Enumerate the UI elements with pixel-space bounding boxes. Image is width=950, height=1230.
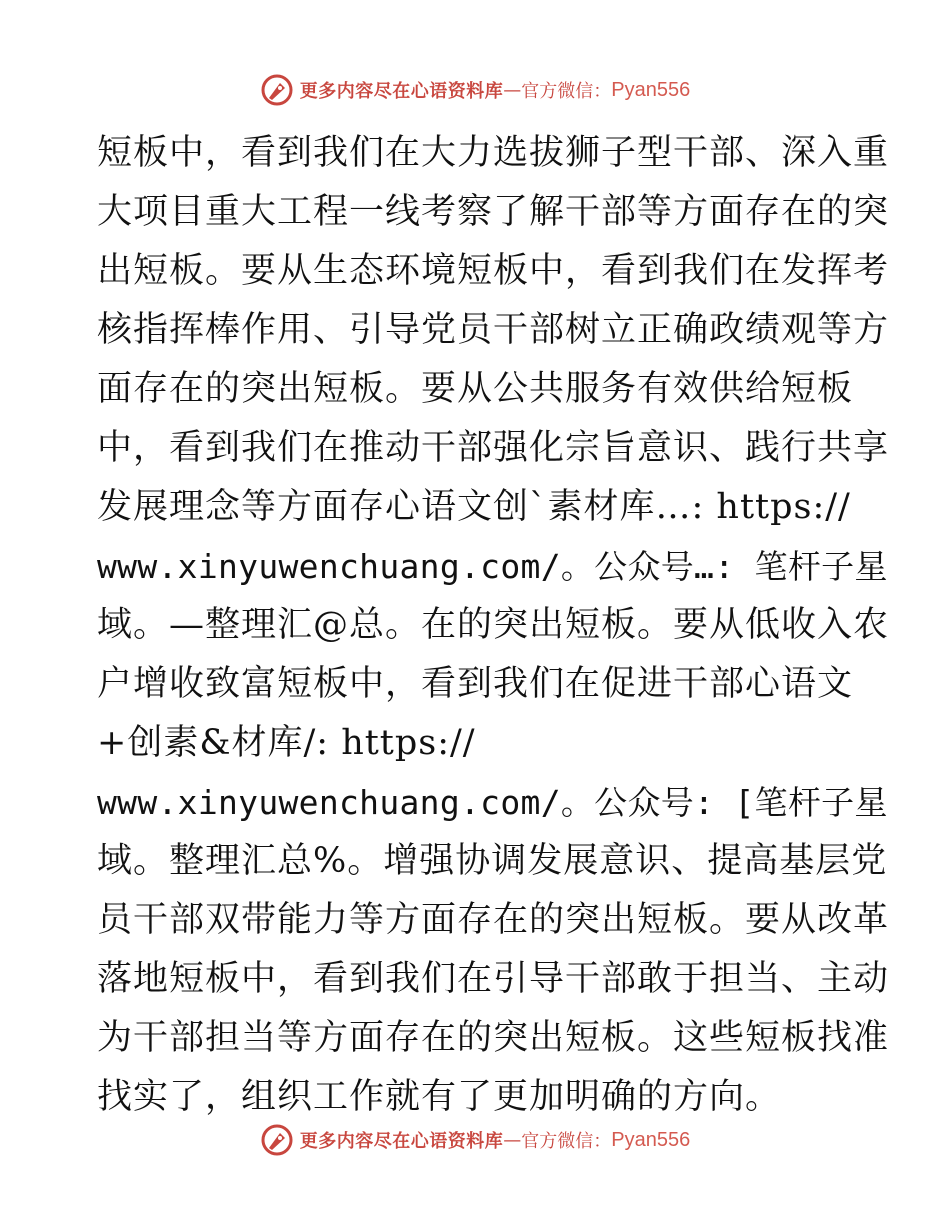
- banner-main-text: 更多内容尽在心语资料库: [299, 1131, 504, 1152]
- document-body: [97, 124, 890, 1127]
- banner-main-text: 更多内容尽在心语资料库: [299, 81, 504, 102]
- body-line: 找实了，组织工作就有了更加明确的方向。: [97, 1077, 782, 1117]
- body-line: +创素&材库/: https://: [97, 723, 476, 763]
- body-line: 短板中，看到我们在大力选拔狮子型干部、深入重: [97, 133, 890, 173]
- banner-wechat-label: 官方微信：: [521, 1131, 612, 1152]
- body-line: 大项目重大工程一线考察了解干部等方面存在的突: [97, 192, 890, 232]
- body-line: 落地短板中，看到我们在引导干部敢于担当、主动: [97, 959, 890, 999]
- body-line: 出短板。要从生态环境短板中，看到我们在发挥考: [97, 251, 890, 291]
- footer-banner: [0, 1120, 950, 1160]
- body-line: 中，看到我们在推动干部强化宗旨意识、践行共享: [97, 428, 890, 468]
- body-line-url: www.xinyuwenchuang.com/。公众号…: 笔杆子星: [97, 547, 888, 586]
- banner-wechat-label: 官方微信：: [521, 81, 612, 102]
- banner-wechat-id: Pyan556: [611, 78, 691, 101]
- body-line: 面存在的突出短板。要从公共服务有效供给短板: [97, 369, 854, 409]
- banner-separator: —: [503, 1129, 522, 1151]
- body-line: 发展理念等方面存心语文创`素材库…: https://: [97, 487, 851, 527]
- body-line: 域。—整理汇@总。在的突出短板。要从低收入农: [97, 605, 890, 645]
- pen-nib-logo-icon: [260, 73, 294, 107]
- banner-separator: —: [503, 79, 522, 101]
- pen-nib-logo-icon: [260, 1123, 294, 1157]
- body-line: 员干部双带能力等方面存在的突出短板。要从改革: [97, 900, 890, 940]
- body-line: 户增收致富短板中，看到我们在促进干部心语文: [97, 664, 854, 704]
- banner-wechat-id: Pyan556: [611, 1128, 691, 1151]
- header-banner: [0, 70, 950, 110]
- body-line: 域。整理汇总%。增强协调发展意识、提高基层党: [97, 841, 888, 881]
- body-line-url: www.xinyuwenchuang.com/。公众号: [笔杆子星: [97, 783, 888, 822]
- body-line: 为干部担当等方面存在的突出短板。这些短板找准: [97, 1018, 890, 1058]
- body-line: 核指挥棒作用、引导党员干部树立正确政绩观等方: [97, 310, 890, 350]
